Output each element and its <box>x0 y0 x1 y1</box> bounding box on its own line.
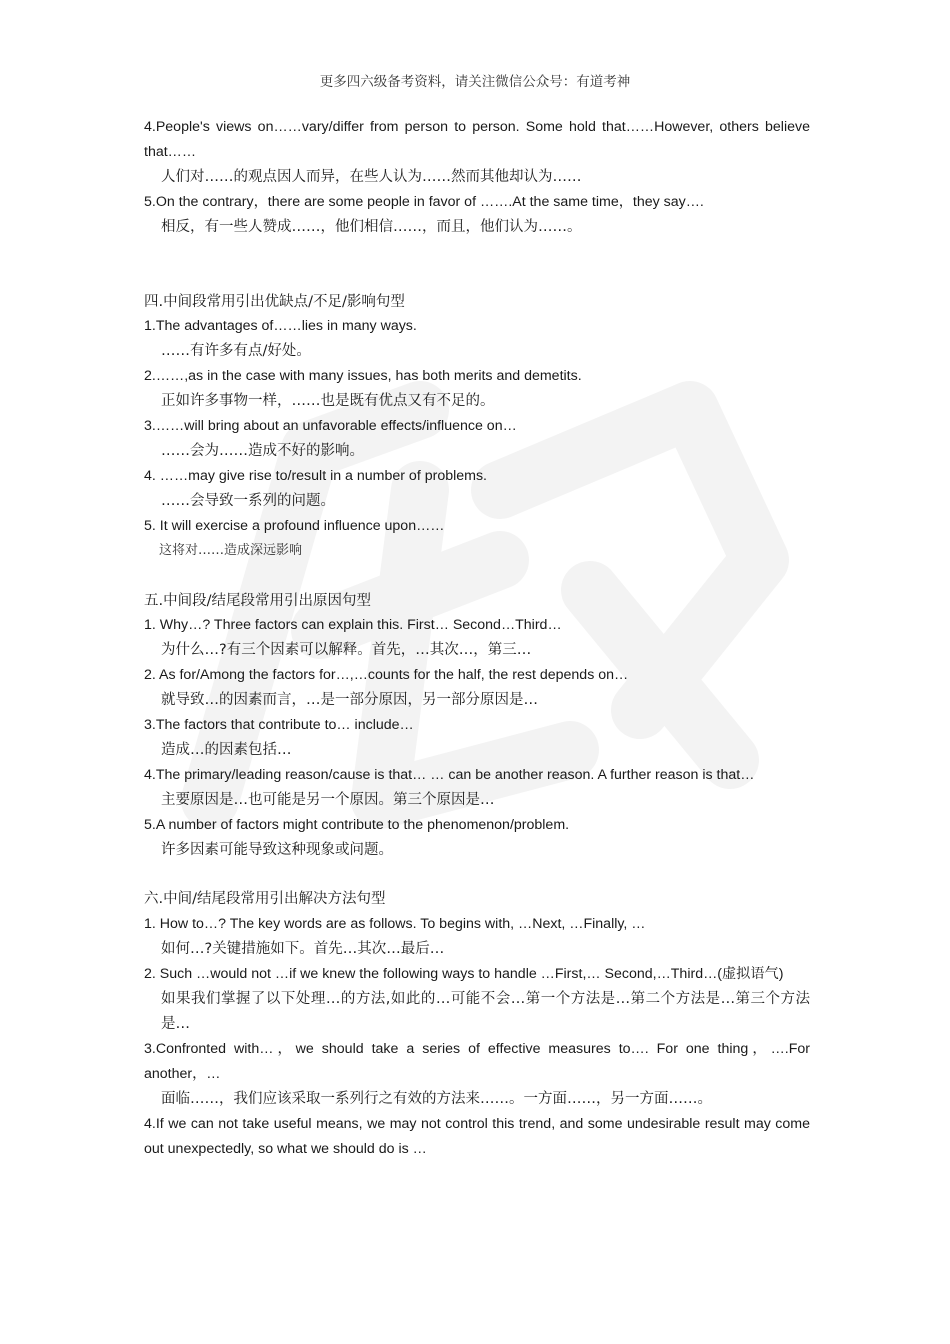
list-item-zh: 如果我们掌握了以下处理…的方法,如此的…可能不会…第一个方法是…第二个方法是…第三个方法是… <box>161 991 810 1032</box>
list-item-zh: 面临……，我们应该采取一系列行之有效的方法来……。一方面……，另一方面……。 <box>161 1090 712 1107</box>
list-item-en: 2. Such …would not …if we knew the following ways to handle …First,… Second,…Third…(虚拟语气) <box>144 966 784 983</box>
list-item-en: 3.Confronted with…，we should take a series of effective measures to…. For one thing，….For another，… <box>144 1040 810 1082</box>
list-item-zh: 正如许多事物一样，……也是既有优点又有不足的。 <box>161 393 495 410</box>
list-item-en: 4. ……may give rise to/result in a number of problems. <box>144 467 488 484</box>
list-item-zh: 就导致…的因素而言，…是一部分原因，另一部分原因是… <box>161 692 538 709</box>
document-body <box>144 115 810 1161</box>
list-item-zh: 人们对……的观点因人而异，在些人认为……然而其他却认为…… <box>161 168 582 185</box>
list-item-zh: ……会导致一系列的问题。 <box>161 492 335 509</box>
list-item-en: 1. How to…? The key words are as follows. To begins with, …Next, …Finally, … <box>144 916 646 933</box>
page-header: 更多四六级备考资料，请关注微信公众号：有道考神 <box>319 74 631 90</box>
list-item-zh: ……有许多有点/好处。 <box>161 343 311 360</box>
list-item-zh: 相反，有一些人赞成……，他们相信……，而且，他们认为……。 <box>161 218 582 235</box>
list-item-en: 5.A number of factors might contribute to the phenomenon/problem. <box>144 816 570 833</box>
list-item-en: 4.People's views on……vary/differ from person to person. Some hold that……However, others believe that…… <box>144 119 810 160</box>
list-item-zh: 为什么…?有三个因素可以解释。首先，…其次…，第三… <box>161 642 532 659</box>
list-item-en: 5.On the contrary，there are some people in favor of …….At the same time，they say…. <box>144 193 704 210</box>
list-item-en: 4.If we can not take useful means, we may not control this trend, and some undesirable result may come out unexpectedly, so what we should do is … <box>144 1115 810 1157</box>
list-item-en: 4.The primary/leading reason/cause is that… … can be another reason. A further reason is that… <box>144 766 755 783</box>
list-item-en: 2. As for/Among the factors for…,…counts for the half, the rest depends on… <box>144 667 629 684</box>
list-item-en: 2.……,as in the case with many issues, has both merits and demetits. <box>144 368 582 385</box>
list-item-zh: 造成…的因素包括… <box>161 741 292 758</box>
list-item-zh: 如何…?关键措施如下。首先…其次…最后… <box>161 941 445 958</box>
list-item-en: 1.The advantages of……lies in many ways. <box>144 318 417 335</box>
list-item-zh: 主要原因是…也可能是另一个原因。第三个原因是… <box>161 791 495 808</box>
list-item-zh: ……会为……造成不好的影响。 <box>161 442 364 459</box>
section-heading: 六.中间/结尾段常用引出解决方法句型 <box>144 891 386 908</box>
list-item-zh: 许多因素可能导致这种现象或问题。 <box>161 841 393 858</box>
list-item-zh: 这将对……造成深远影响 <box>159 542 303 558</box>
section-heading: 五.中间段/结尾段常用引出原因句型 <box>144 592 371 609</box>
section-heading: 四.中间段常用引出优缺点/不足/影响句型 <box>144 293 405 310</box>
list-item-en: 1. Why…? Three factors can explain this. First… Second…Third… <box>144 617 562 634</box>
list-item-en: 5. It will exercise a profound influence upon…… <box>144 517 445 534</box>
list-item-en: 3.……will bring about an unfavorable effects/influence on… <box>144 418 517 435</box>
list-item-en: 3.The factors that contribute to… include… <box>144 717 414 734</box>
